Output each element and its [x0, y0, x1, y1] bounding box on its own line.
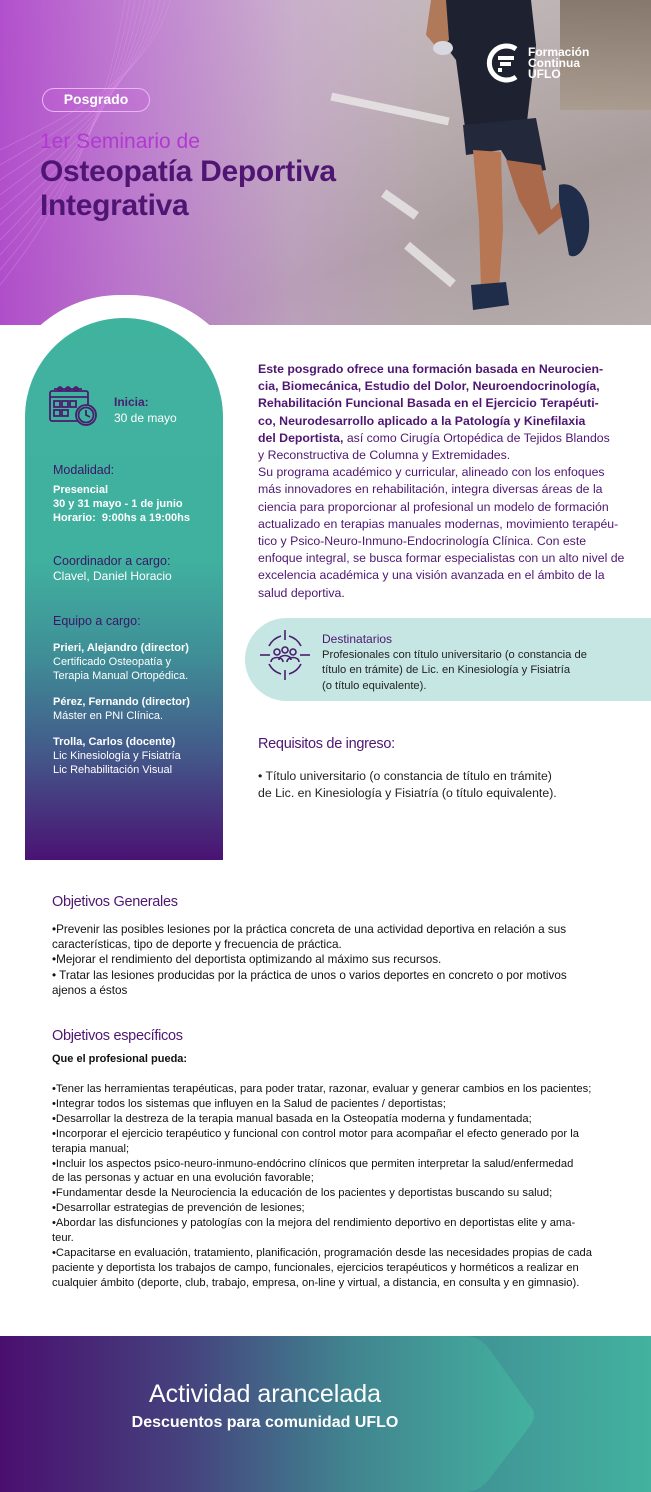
page-title: [40, 155, 336, 223]
program-description: [258, 361, 638, 602]
coordinador-label: Coordinador a cargo:: [53, 554, 171, 568]
modalidad-section: [53, 463, 190, 525]
requisitos-line: • Título universitario (o constancia de título en trámite): [258, 769, 552, 783]
list-item: •Desarrollar la destreza de la terapia manual basada en la Osteopatía moderna y fundamentada;: [52, 1112, 532, 1125]
logo-line2: Continua: [528, 55, 580, 70]
list-item: paciente y deportista los trabajos de campo, funcionales, ejercicios terapéuticos y horméticos a realizar en: [52, 1261, 579, 1274]
uflo-logo: [486, 43, 589, 83]
horario-label: Horario:: [53, 512, 96, 524]
member-credential: Lic Rehabilitación Visual: [53, 764, 173, 776]
intro-line: y Reconstructiva de Columna y Extremidades.: [258, 448, 511, 463]
member-credential: Certificado Osteopatía y: [53, 656, 172, 668]
equipo-label: Equipo a cargo:: [53, 614, 141, 628]
modalidad-label: Modalidad:: [53, 463, 115, 477]
list-item: •Incorporar el ejercicio terapéutico y funcional con control motor para acompañar el efecto generado por la: [52, 1127, 579, 1140]
list-item: •Mejorar el rendimiento del deportista optimizando al máximo sus recursos.: [52, 953, 442, 967]
list-item: •Desarrollar estrategias de prevención de lesiones;: [52, 1202, 305, 1215]
coordinador-name: Clavel, Daniel Horacio: [53, 569, 172, 583]
title-prefix: 1er Seminario de: [40, 130, 200, 153]
list-item: teur.: [52, 1232, 74, 1245]
modalidad-horario: [53, 511, 190, 525]
intro-line: tico y Psico-Neuro-Inmuno-Endocrinología Clínica. Con este: [258, 534, 587, 549]
horario-value: 9:00hs a 19:00hs: [101, 512, 190, 524]
modalidad-dates: 30 y 31 mayo - 1 de junio: [53, 498, 183, 510]
objetivos-especificos-title: Objetivos específicos: [52, 1028, 183, 1044]
list-item: •Abordar las disfunciones y patologías con la mejora del rendimiento deportivo en deportistas elite y ama-: [52, 1217, 576, 1230]
team-member: [53, 695, 190, 723]
intro-line: así como Cirugía Ortopédica de Tejidos Blandos: [343, 430, 610, 445]
logo-line3: UFLO: [528, 66, 561, 81]
start-date-value: 30 de mayo: [114, 411, 177, 425]
title-line2: Integrativa: [40, 189, 189, 222]
list-item: cualquier ámbito (deporte, club, trabajo, empresa, on-line y virtual, a distancia, en consulta y en gimnasio).: [52, 1276, 580, 1289]
destinatarios-title: Destinatarios: [322, 632, 393, 646]
objetivos-especificos-list: [52, 1082, 622, 1291]
title-line1: Osteopatía Deportiva: [40, 155, 336, 188]
member-name: Trolla, Carlos (docente): [53, 736, 176, 748]
member-name: Prieri, Alejandro (director): [53, 642, 189, 654]
equipo-section: [53, 614, 190, 777]
posgrado-badge: Posgrado: [42, 88, 150, 112]
list-item: •Prevenir las posibles lesiones por la práctica concreta de una actividad deportiva en relación a sus: [52, 923, 567, 936]
team-member: [53, 641, 190, 683]
objetivos-generales-list: [52, 922, 622, 998]
destinatarios-box: [245, 618, 651, 701]
footer-subtitle: Descuentos para comunidad UFLO: [131, 1414, 399, 1431]
requisitos-title: Requisitos de ingreso:: [258, 736, 395, 752]
start-date: [114, 394, 177, 426]
destinatarios-line: Profesionales con título universitario (o constancia de: [322, 648, 587, 661]
member-name: Pérez, Fernando (director): [53, 696, 190, 708]
destinatarios-content: [322, 632, 587, 694]
team-member: [53, 735, 190, 777]
intro-line: Su programa académico y curricular, alineado con los enfoques: [258, 465, 605, 480]
intro-line: Rehabilitación Funcional Basada en el Ejercicio Terapéuti-: [258, 396, 599, 411]
formacion-continua-logo-icon: [486, 43, 522, 83]
hero-banner: [0, 0, 651, 325]
list-item: •Incluir los aspectos psico-neuro-inmuno-endócrino clínicos que permiten interpretar la salud/enfermedad: [52, 1157, 574, 1170]
destinatarios-line: (o título equivalente).: [322, 679, 427, 692]
list-item: •Capacitarse en evaluación, tratamiento, planificación, programación desde las necesidades propias de cada: [52, 1246, 592, 1259]
list-item: características, tipo de deporte y frecuencia de práctica.: [52, 938, 342, 952]
requisitos-line: de Lic. en Kinesiología y Fisiatría (o título equivalente).: [258, 786, 557, 800]
calendar-icon: [48, 385, 98, 434]
modalidad-type: Presencial: [53, 484, 109, 496]
coordinador-section: [53, 554, 172, 583]
member-credential: Lic Kinesiología y Fisiatría: [53, 750, 181, 762]
footer-title: Actividad arancelada: [148, 1380, 382, 1408]
start-date-label: Inicia:: [114, 395, 149, 409]
list-item: terapia manual;: [52, 1142, 130, 1155]
intro-line: salud deportiva.: [258, 585, 345, 600]
list-item: •Fundamentar desde la Neurociencia la educación de los pacientes y deportistas buscando su salud;: [52, 1187, 553, 1200]
objetivos-especificos-intro: Que el profesional pueda:: [52, 1053, 188, 1065]
intro-line: actualizado en terapias manuales modernas, movimiento terapéu-: [258, 516, 619, 531]
list-item: •Integrar todos los sistemas que influyen en la Salud de pacientes / deportistas;: [52, 1097, 446, 1110]
logo-line1: Formación: [528, 44, 590, 59]
destinatarios-line: título en trámite) de Lic. en Kinesiología y Fisiatría: [322, 664, 571, 676]
member-credential: Máster en PNI Clínica.: [53, 710, 164, 722]
requisitos-content: [258, 768, 557, 802]
list-item: ajenos a éstos: [52, 983, 128, 997]
intro-line: más innovadores en rehabilitación, integra diversas áreas de la: [258, 482, 603, 497]
objetivos-generales-title: Objetivos Generales: [52, 894, 178, 910]
intro-line: del Deportista,: [258, 430, 344, 445]
target-audience-icon: [259, 628, 311, 689]
list-item: •Tener las herramientas terapéuticas, para poder tratar, razonar, evaluar y generar cambios en los pacientes;: [52, 1083, 592, 1095]
intro-line: Este posgrado ofrece una formación basada en Neurocien-: [258, 362, 604, 376]
intro-line: excelencia académica y una visión avanzada en el ámbito de la: [258, 568, 605, 583]
intro-line: co, Neurodesarrollo aplicado a la Patología y Kinefilaxia: [258, 413, 586, 428]
list-item: • Tratar las lesiones producidas por la práctica de unos o varios deportes en concreto o por motivos: [52, 968, 567, 982]
intro-line: enfoque integral, se busca formar especialistas con un alto nivel de: [258, 551, 625, 566]
intro-line: ciencia para proporcionar al profesional un modelo de formación: [258, 499, 609, 514]
intro-line: cia, Biomecánica, Estudio del Dolor, Neuroendocrinología,: [258, 379, 600, 394]
member-credential: Terapia Manual Ortopédica.: [53, 670, 189, 682]
list-item: de las personas y actuar en una evolución favorable;: [52, 1172, 314, 1185]
